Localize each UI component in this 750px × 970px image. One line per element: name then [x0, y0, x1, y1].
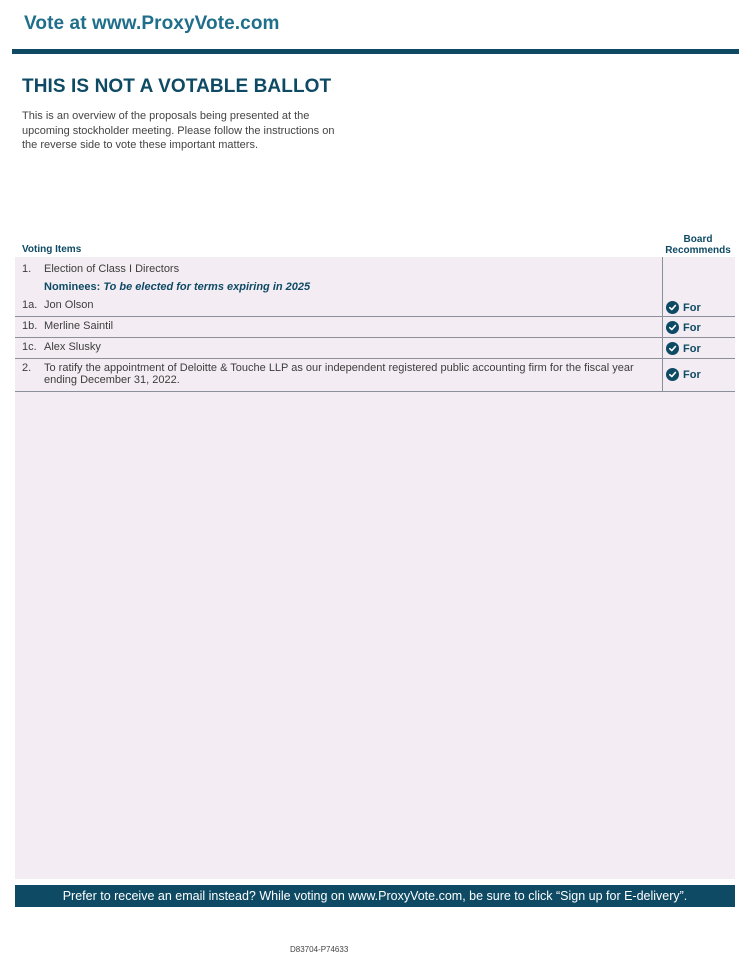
row-divider [15, 337, 735, 338]
nominees-label: Nominees: [44, 281, 101, 293]
recommendation [666, 368, 701, 381]
header-title[interactable]: Vote at www.ProxyVote.com [24, 13, 280, 34]
row-divider [15, 358, 735, 359]
item-text: To ratify the appointment of Deloitte & Touche LLP as our independent registered public accounting firm for the fiscal year ending December 31, 2022. [44, 362, 634, 386]
recommendation-label: For [683, 321, 701, 334]
recommendation [666, 301, 701, 314]
item-text: Alex Slusky [44, 341, 101, 353]
intro-line: upcoming stockholder meeting. Please follow the instructions on [22, 124, 335, 137]
item-number: 1a. [22, 299, 38, 311]
recommendation [666, 321, 701, 334]
row-divider [15, 391, 735, 392]
header-divider [12, 49, 739, 54]
voting-items-header: Voting Items [22, 244, 82, 255]
recommendation-label: For [683, 342, 701, 355]
ballot-title: THIS IS NOT A VOTABLE BALLOT [22, 76, 332, 97]
intro-line: the reverse side to vote these important matters. [22, 139, 259, 151]
recommendation-label: For [683, 368, 701, 381]
item-text: Merline Saintil [44, 320, 114, 332]
item-number: 1b. [22, 320, 38, 332]
recommendation-label: For [683, 301, 701, 314]
recommendation [666, 342, 701, 355]
item-text: Jon Olson [44, 299, 94, 311]
board-recommends-line2: Recommends [665, 245, 731, 256]
voting-items-panel [15, 257, 735, 879]
nominees-heading [44, 281, 310, 293]
item-text: Election of Class I Directors [44, 263, 180, 275]
item-number: 1. [22, 263, 32, 275]
check-circle-icon [666, 321, 679, 334]
nominees-term: To be elected for terms expiring in 2025 [103, 281, 311, 293]
check-circle-icon [666, 342, 679, 355]
item-number: 1c. [22, 341, 37, 353]
check-circle-icon [666, 301, 679, 314]
board-recommends-line1: Board [683, 234, 713, 245]
column-divider [662, 257, 663, 392]
check-circle-icon [666, 368, 679, 381]
document-id: D83704-P74633 [290, 945, 349, 954]
board-recommends-header [662, 234, 734, 256]
row-divider [15, 316, 735, 317]
intro-line: This is an overview of the proposals being presented at the [22, 110, 310, 122]
item-number: 2. [22, 362, 32, 374]
intro-text [22, 109, 372, 153]
e-delivery-banner: Prefer to receive an email instead? While voting on www.ProxyVote.com, be sure to click “Sign up for E-delivery”. [15, 885, 735, 907]
